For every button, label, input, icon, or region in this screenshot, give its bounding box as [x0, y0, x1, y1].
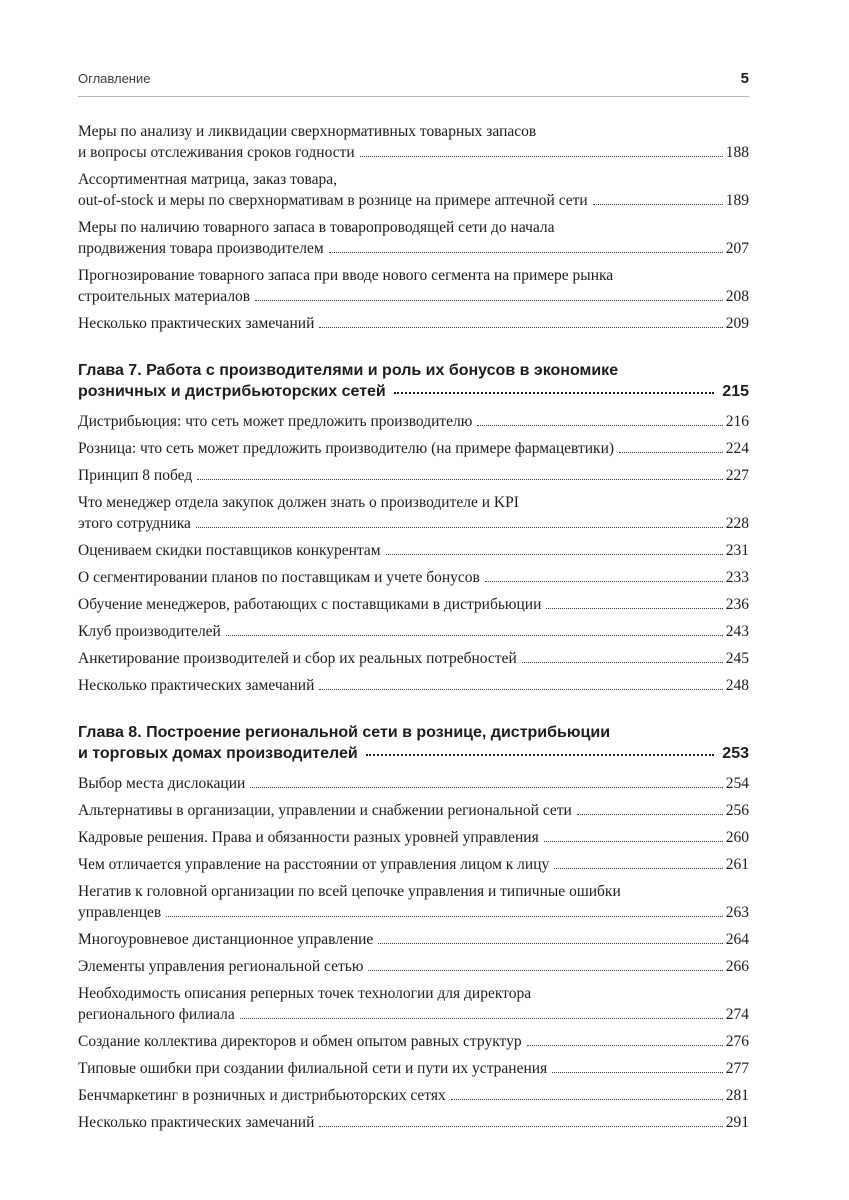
toc-line	[78, 492, 749, 513]
dot-leader	[552, 1072, 723, 1073]
toc-entry	[78, 1085, 749, 1106]
toc-line	[78, 621, 749, 642]
page-number: 208	[725, 288, 749, 305]
toc-line	[78, 381, 749, 402]
page-number: 277	[725, 1060, 749, 1077]
toc-line	[78, 1004, 749, 1025]
entry-title-text: Дистрибьюция: что сеть может предложить производителю	[78, 413, 473, 430]
toc-chapter-heading	[78, 360, 749, 402]
entry-title-text: Чем отличается управление на расстоянии от управления лицом к лицу	[78, 856, 550, 873]
entry-title-text: Бенчмаркетинг в розничных и дистрибьюторских сетях	[78, 1087, 446, 1104]
entry-title-text: Принцип 8 побед	[78, 467, 193, 484]
dot-leader	[255, 300, 723, 301]
toc-line	[78, 827, 749, 848]
dot-leader	[394, 392, 715, 394]
toc-line	[78, 190, 749, 211]
chapter-title-text: Глава 7. Работа с производителями и роль их бонусов в экономике	[78, 362, 619, 379]
dot-leader	[360, 156, 723, 157]
entry-title-text: Типовые ошибки при создании филиальной сети и пути их устранения	[78, 1060, 548, 1077]
dot-leader	[619, 452, 723, 453]
entry-title-text: этого сотрудника	[78, 515, 191, 532]
page-number: 189	[725, 192, 749, 209]
entry-title-text: Меры по наличию товарного запаса в товаропроводящей сети до начала	[78, 219, 555, 236]
entry-title-text: out-of-stock и меры по сверхнормативам в рознице на примере аптечной сети	[78, 192, 588, 209]
entry-title-text: и вопросы отслеживания сроков годности	[78, 144, 355, 161]
page-number: 228	[725, 515, 749, 532]
page-number: 227	[725, 467, 749, 484]
entry-title-text: Негатив к головной организации по всей цепочке управления и типичные ошибки	[78, 883, 621, 900]
entry-title-text: Прогнозирование товарного запаса при вводе нового сегмента на примере рынка	[78, 267, 614, 284]
dot-leader	[451, 1099, 723, 1100]
page-number: 245	[725, 650, 749, 667]
toc-line	[78, 513, 749, 534]
toc-line	[78, 854, 749, 875]
toc-line	[78, 313, 749, 334]
page-number: 253	[722, 745, 749, 762]
page-number: 243	[725, 623, 749, 640]
entry-title-text: Несколько практических замечаний	[78, 315, 315, 332]
header-page-number: 5	[740, 70, 749, 87]
toc-line	[78, 438, 749, 459]
entry-title-text: Меры по анализу и ликвидации сверхнормативных товарных запасов	[78, 123, 537, 140]
page-number: 236	[725, 596, 749, 613]
page-number: 231	[725, 542, 749, 559]
toc-entry	[78, 411, 749, 432]
page-number: 248	[725, 677, 749, 694]
dot-leader	[485, 581, 723, 582]
toc-line	[78, 567, 749, 588]
page-number: 260	[725, 829, 749, 846]
entry-title-text: Альтернативы в организации, управлении и снабжении региональной сети	[78, 802, 572, 819]
toc-line	[78, 956, 749, 977]
page-number: 263	[725, 904, 749, 921]
toc-entry	[78, 648, 749, 669]
dot-leader	[577, 814, 723, 815]
toc-line	[78, 902, 749, 923]
toc-line	[78, 800, 749, 821]
page-number: 209	[725, 315, 749, 332]
toc-line	[78, 594, 749, 615]
dot-leader	[593, 204, 723, 205]
dot-leader	[477, 425, 722, 426]
entry-title-text: Необходимость описания реперных точек технологии для директора	[78, 985, 532, 1002]
toc-entry	[78, 983, 749, 1025]
toc-entry	[78, 540, 749, 561]
toc-entry	[78, 929, 749, 950]
toc-line	[78, 540, 749, 561]
toc-line	[78, 648, 749, 669]
entry-title-text: Создание коллектива директоров и обмен опытом равных структур	[78, 1033, 522, 1050]
dot-leader	[386, 554, 723, 555]
page-number: 281	[725, 1087, 749, 1104]
toc-entry	[78, 169, 749, 211]
chapter-title-text: и торговых домах производителей	[78, 745, 358, 762]
toc-line	[78, 983, 749, 1004]
toc-line	[78, 465, 749, 486]
toc-line	[78, 169, 749, 190]
page-number: 188	[725, 144, 749, 161]
toc-entry	[78, 956, 749, 977]
entry-title-text: регионального филиала	[78, 1006, 235, 1023]
toc-line	[78, 743, 749, 764]
toc-entry	[78, 313, 749, 334]
dot-leader	[226, 635, 723, 636]
toc-line	[78, 286, 749, 307]
toc-line	[78, 881, 749, 902]
toc-entry	[78, 621, 749, 642]
toc-entry	[78, 881, 749, 923]
toc-line	[78, 1112, 749, 1133]
page-number: 256	[725, 802, 749, 819]
dot-leader	[197, 479, 723, 480]
toc-entry	[78, 1031, 749, 1052]
toc-entry	[78, 1112, 749, 1133]
dot-leader	[319, 327, 722, 328]
entry-title-text: Несколько практических замечаний	[78, 677, 315, 694]
page-number: 207	[725, 240, 749, 257]
toc-entry	[78, 438, 749, 459]
entry-title-text: Кадровые решения. Права и обязанности разных уровней управления	[78, 829, 539, 846]
entry-title-text: Анкетирование производителей и сбор их реальных потребностей	[78, 650, 517, 667]
entry-title-text: Выбор места дислокации	[78, 775, 246, 792]
entry-title-text: Ассортиментная матрица, заказ товара,	[78, 171, 337, 188]
page-number: 261	[725, 856, 749, 873]
entry-title-text: О сегментировании планов по поставщикам и учете бонусов	[78, 569, 480, 586]
dot-leader	[544, 841, 723, 842]
toc-entry	[78, 594, 749, 615]
toc-entry	[78, 265, 749, 307]
dot-leader	[366, 754, 715, 756]
dot-leader	[378, 943, 722, 944]
entry-title-text: Несколько практических замечаний	[78, 1114, 315, 1131]
entry-title-text: Что менеджер отдела закупок должен знать о производителе и KPI	[78, 494, 519, 511]
toc-line	[78, 238, 749, 259]
dot-leader	[546, 608, 722, 609]
chapter-title-text: розничных и дистрибьюторских сетей	[78, 383, 386, 400]
page-number: 276	[725, 1033, 749, 1050]
toc-entry	[78, 800, 749, 821]
page-number: 224	[725, 440, 749, 457]
toc-line	[78, 929, 749, 950]
page-number: 291	[725, 1114, 749, 1131]
toc-line	[78, 675, 749, 696]
entry-title-text: Розница: что сеть может предложить производителю (на примере фармацевтики)	[78, 440, 615, 457]
page-number: 274	[725, 1006, 749, 1023]
toc-sections	[78, 121, 749, 1133]
toc-line	[78, 142, 749, 163]
dot-leader	[522, 662, 723, 663]
entry-title-text: Оцениваем скидки поставщиков конкурентам	[78, 542, 381, 559]
toc-entry	[78, 217, 749, 259]
page-number: 216	[725, 413, 749, 430]
dot-leader	[166, 916, 723, 917]
dot-leader	[319, 689, 722, 690]
header-title: Оглавление	[78, 71, 151, 86]
page-number: 233	[725, 569, 749, 586]
entry-title-text: продвижения товара производителем	[78, 240, 324, 257]
dot-leader	[527, 1045, 723, 1046]
entry-title-text: Клуб производителей	[78, 623, 221, 640]
toc-entry	[78, 492, 749, 534]
toc-entry	[78, 465, 749, 486]
chapter-title-text: Глава 8. Построение региональной сети в рознице, дистрибьюции	[78, 724, 611, 741]
toc-line	[78, 1085, 749, 1106]
dot-leader	[319, 1126, 722, 1127]
toc-line	[78, 773, 749, 794]
entry-title-text: управленцев	[78, 904, 162, 921]
dot-leader	[368, 970, 722, 971]
dot-leader	[196, 527, 723, 528]
toc-entry	[78, 773, 749, 794]
entry-title-text: строительных материалов	[78, 288, 251, 305]
page-number: 215	[722, 383, 749, 400]
toc-entry	[78, 1058, 749, 1079]
page-number: 254	[725, 775, 749, 792]
toc-line	[78, 360, 749, 381]
toc-entry	[78, 567, 749, 588]
toc-line	[78, 1031, 749, 1052]
page-header	[78, 70, 749, 97]
dot-leader	[554, 868, 723, 869]
entry-title-text: Элементы управления региональной сетью	[78, 958, 364, 975]
dot-leader	[250, 787, 722, 788]
toc-line	[78, 1058, 749, 1079]
toc-line	[78, 217, 749, 238]
entry-title-text: Обучение менеджеров, работающих с поставщиками в дистрибьюции	[78, 596, 542, 613]
toc-line	[78, 722, 749, 743]
page-number: 266	[725, 958, 749, 975]
toc-entry	[78, 675, 749, 696]
toc-line	[78, 121, 749, 142]
page-number: 264	[725, 931, 749, 948]
toc-entry	[78, 854, 749, 875]
toc-chapter-heading	[78, 722, 749, 764]
toc-line	[78, 411, 749, 432]
toc-entry	[78, 827, 749, 848]
entry-title-text: Многоуровневое дистанционное управление	[78, 931, 374, 948]
dot-leader	[240, 1018, 723, 1019]
toc-line	[78, 265, 749, 286]
dot-leader	[329, 252, 723, 253]
toc-entry	[78, 121, 749, 163]
